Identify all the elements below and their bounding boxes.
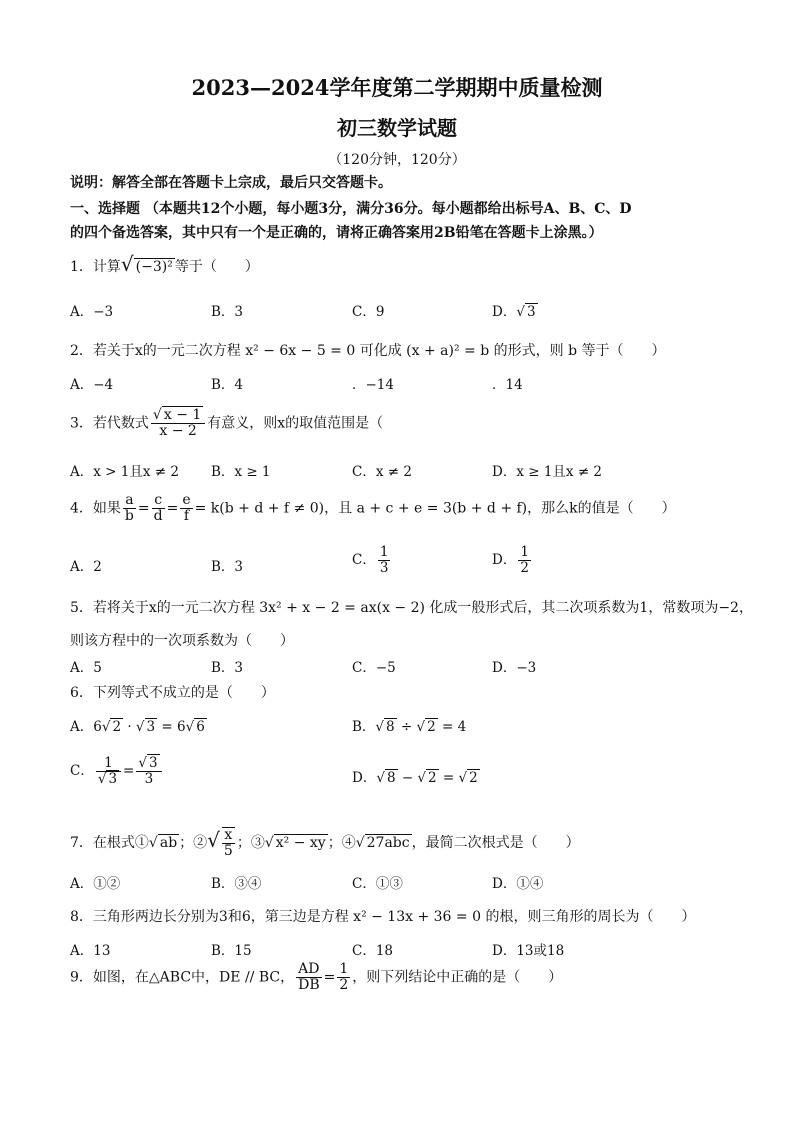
q8-option-b: B．15	[211, 943, 252, 959]
q5-option-d: D．−3	[492, 660, 537, 676]
q1-option-c: C．9	[352, 304, 385, 320]
instructions: 说明：解答全部在答题卡上宗成，最后只交答题卡。	[70, 175, 392, 191]
q1-option-d: D．√ 3	[492, 304, 536, 320]
exam-info: （120分钟，120分）	[328, 152, 466, 168]
q7-option-d: D．①④	[492, 876, 544, 892]
exam-title: 2023—2024学年度第二学期期中质量检测	[191, 75, 603, 100]
q3-option-c: C．x ≠ 2	[352, 464, 412, 480]
q7-option-a: A．①②	[70, 876, 121, 892]
q5-option-b: B．3	[211, 660, 244, 676]
question-5-line2: 则该方程中的一次项系数为（ ）	[70, 633, 294, 649]
question-8: 8．三角形两边长分别为3和6，第三边是方程 x² − 13x + 36 = 0 的根，则三角形的周长为（ ）	[70, 909, 696, 925]
question-2: 2．若关于x的一元二次方程 x² − 6x − 5 = 0 可化成 (x + a)² = b 的形式，则 b 等于（ ）	[70, 343, 666, 359]
q6-option-b: B．√ 8 ÷ √ 2 = 4	[352, 719, 467, 735]
q3-option-d: D．x ≥ 1且x ≠ 2	[492, 464, 603, 480]
q6-option-c: C． $\frac{1}{√ 3}$ = $\frac{√ 3}{3}$	[70, 756, 164, 787]
q5-option-c: C．−5	[352, 660, 396, 676]
q2-option-d: ．14	[492, 377, 523, 393]
q6-option-a: A．6√ 2 · √ 3 = 6√ 6	[70, 719, 205, 735]
question-4: 4．如果 $\frac{a}{b}$ = $\frac{c}{d}$ = $\frac{e}{f}$ = k(b + d + f ≠ 0)，且 a + c + e = 3(b + d + f)，那么k的值是（ ）	[70, 492, 676, 524]
q2-option-b: B．4	[211, 377, 244, 393]
q5-option-a: A．5	[70, 660, 102, 676]
q1-option-b: B．3	[211, 304, 244, 320]
section1-line1: 一、选择题 （本题共12个小题，每小题3分，满分36分。每小题都给出标号A、B、C、D	[70, 201, 632, 217]
question-7: 7．在根式①√ ab ；②√ $\frac{x}{5}$ ；③√ x² − xy ；④√ 27abc ，最简二次根式是（ ）	[70, 827, 580, 859]
q6-option-d: D．√ 8 − √ 2 = √ 2	[352, 770, 478, 786]
q1-option-a: A．−3	[70, 304, 114, 320]
q2-option-a: A．−4	[70, 377, 114, 393]
q4-option-a: A．2	[70, 559, 102, 575]
q4-option-c: C． $\frac{1}{3}$	[352, 544, 389, 576]
q7-option-b: B．③④	[211, 876, 262, 892]
question-1: 1．计算√ (−3)² 等于（ ）	[70, 252, 259, 276]
q4-option-b: B．3	[211, 559, 244, 575]
question-6: 6．下列等式不成立的是（ ）	[70, 685, 275, 701]
q7-option-c: C．①③	[352, 876, 403, 892]
q8-option-d: D．13或18	[492, 943, 565, 959]
question-5-line1: 5．若将关于x的一元二次方程 3x² + x − 2 = ax(x − 2) 化成一般形式后，其二次项系数为1，常数项为−2，	[70, 600, 753, 616]
q3-option-a: A．x > 1且x ≠ 2	[70, 464, 179, 480]
exam-subtitle: 初三数学试题	[337, 116, 457, 140]
q8-option-a: A．13	[70, 943, 111, 959]
q8-option-c: C．18	[352, 943, 394, 959]
q2-option-c: ．−14	[352, 377, 394, 393]
section1-line2: 的四个备选答案，其中只有一个是正确的，请将正确答案用2B铅笔在答题卡上涂黑。）	[70, 225, 603, 241]
question-9: 9．如图，在△ABC中，DE // BC， $\frac{AD}{DB}$ = $\frac{1}{2}$ ，则下列结论中正确的是（ ）	[70, 961, 563, 993]
question-3: 3．若代数式 $\frac{√ x - 1}{x - 2}$ 有意义，则x的取值范围是（	[70, 407, 384, 439]
q4-option-d: D． $\frac{1}{2}$	[492, 544, 529, 576]
q3-option-b: B．x ≥ 1	[211, 464, 271, 480]
